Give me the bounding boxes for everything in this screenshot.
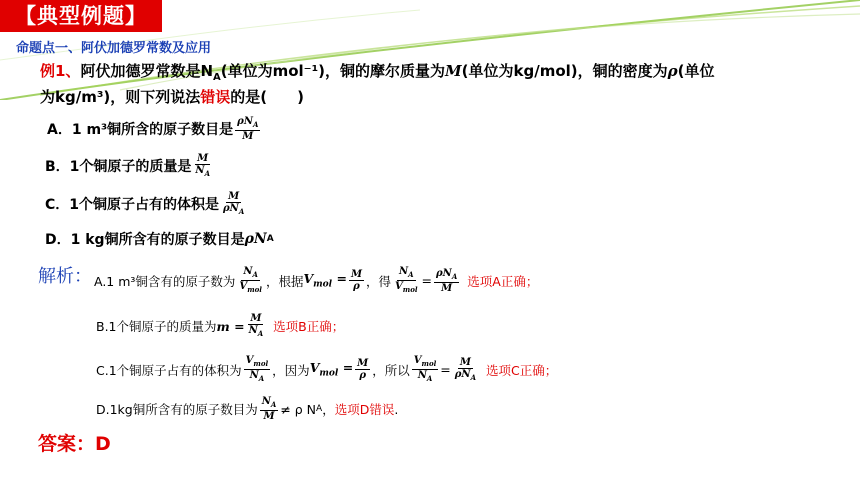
fraction bbox=[453, 357, 478, 383]
fraction-den: M bbox=[242, 131, 254, 142]
question-text: (单位为kg/mol)，铜的密度为 bbox=[461, 62, 668, 80]
fraction-den: M bbox=[441, 282, 453, 294]
option-var: ρN bbox=[244, 231, 267, 247]
solution-text: ，根据 bbox=[265, 273, 304, 289]
solution-var: m = bbox=[216, 318, 245, 334]
option-sub: A bbox=[266, 234, 274, 244]
question-text: 阿伏加德罗常数是N bbox=[80, 62, 213, 80]
question-text: 的是( ) bbox=[230, 88, 304, 106]
fraction-num: $V_{mol}$ bbox=[413, 355, 437, 368]
question-text: (单位为mol⁻¹)，铜的摩尔质量为 bbox=[220, 62, 446, 80]
fraction-den: $N_A$ bbox=[249, 370, 265, 383]
fraction-num: $\rho N_A$ bbox=[436, 267, 458, 281]
solution-text: ，因为 bbox=[272, 362, 310, 378]
fraction-num: $V_{mol}$ bbox=[245, 355, 269, 368]
fraction bbox=[237, 266, 264, 295]
solution-text: C.1个铜原子占有的体积为 bbox=[96, 362, 242, 378]
fraction bbox=[235, 116, 260, 142]
question-text: 为kg/m³)，则下列说法 bbox=[40, 88, 201, 106]
option-b bbox=[45, 153, 214, 179]
solution-sub: A bbox=[316, 404, 323, 414]
question-line-1 bbox=[40, 60, 714, 83]
solution-text: B.1个铜原子的质量为 bbox=[96, 319, 217, 334]
topic-subtitle: 命题点一、阿伏加德罗常数及应用 bbox=[16, 41, 212, 56]
solution-text: ≠ ρ N bbox=[280, 401, 317, 417]
fraction-num: $N_A$ bbox=[243, 266, 258, 279]
analysis-label: 解析： bbox=[38, 266, 92, 287]
fraction-den: $\rho N_A$ bbox=[454, 368, 476, 382]
question-line-2 bbox=[40, 86, 304, 107]
fraction bbox=[244, 355, 271, 384]
option-a bbox=[47, 116, 262, 142]
solution-c bbox=[96, 355, 557, 384]
solution-text: . bbox=[394, 401, 399, 417]
fraction-den: $N_A$ bbox=[195, 165, 210, 178]
option-d bbox=[45, 229, 274, 249]
solution-text: ，得 bbox=[366, 273, 392, 289]
solution-verdict: 选项D错误 bbox=[334, 402, 395, 417]
fraction-num: M bbox=[228, 191, 240, 202]
fraction-den: ρ bbox=[353, 281, 360, 292]
question-var: ρ bbox=[667, 62, 678, 80]
solution-text: = bbox=[421, 273, 433, 288]
fraction-num: M bbox=[197, 153, 209, 164]
fraction-den: $V_{mol}$ bbox=[395, 281, 418, 294]
solution-verdict: 选项B正确； bbox=[273, 319, 345, 334]
fraction-num: M bbox=[357, 358, 369, 369]
question-var: M bbox=[445, 62, 462, 80]
solution-text: = bbox=[440, 362, 451, 377]
question-text: (单位 bbox=[677, 62, 715, 80]
option-text: C．1个铜原子占有的体积是 bbox=[45, 197, 220, 213]
fraction bbox=[412, 355, 439, 384]
fraction-den: $N_A$ bbox=[417, 370, 433, 383]
solution-verdict: 选项A正确； bbox=[467, 273, 539, 289]
solution-text: ，所以 bbox=[372, 362, 410, 378]
fraction-den: ρ bbox=[359, 370, 367, 381]
solution-text: ， bbox=[322, 402, 335, 417]
fraction bbox=[260, 396, 279, 422]
fraction-den: $\rho N_A$ bbox=[223, 203, 245, 216]
solution-text: D.1kg铜所含有的原子数目为 bbox=[96, 402, 258, 417]
question-sub: A bbox=[213, 72, 221, 83]
fraction-den: $N_A$ bbox=[248, 325, 264, 338]
question-keyword: 错误 bbox=[200, 88, 231, 106]
fraction-den: $V_{mol}$ bbox=[239, 281, 262, 294]
fraction bbox=[355, 358, 370, 381]
fraction-num: M bbox=[350, 269, 363, 280]
solution-d bbox=[96, 396, 398, 422]
option-text: D．1 kg铜所含有的原子数目是 bbox=[45, 232, 245, 248]
answer: 答案：D bbox=[38, 433, 111, 455]
fraction-num: $\rho N_A$ bbox=[237, 116, 259, 129]
fraction-num: M bbox=[250, 313, 262, 324]
example-label: 例1、 bbox=[40, 62, 81, 80]
solution-verdict: 选项C正确； bbox=[486, 362, 558, 378]
fraction bbox=[349, 269, 364, 292]
fraction bbox=[247, 313, 266, 339]
fraction bbox=[393, 266, 420, 295]
fraction bbox=[193, 153, 212, 179]
solution-a bbox=[94, 266, 538, 295]
fraction-num: M bbox=[459, 356, 471, 368]
solution-var: $V_{mol}$ = bbox=[309, 360, 354, 379]
solution-b bbox=[96, 313, 344, 339]
option-c bbox=[45, 191, 248, 217]
option-text: A．1 m³铜所含的原子数目是 bbox=[47, 122, 234, 138]
fraction bbox=[434, 268, 459, 294]
fraction-num: $N_A$ bbox=[399, 266, 414, 279]
option-text: B．1个铜原子的质量是 bbox=[45, 159, 192, 175]
fraction-den: M bbox=[263, 411, 275, 422]
section-tag: 【典型例题】 bbox=[0, 0, 162, 32]
solution-var: $V_{mol}$ = bbox=[303, 271, 347, 290]
fraction-num: $N_A$ bbox=[261, 396, 277, 409]
fraction bbox=[221, 191, 246, 217]
solution-text: A.1 m³铜含有的原子数为 bbox=[94, 273, 236, 289]
